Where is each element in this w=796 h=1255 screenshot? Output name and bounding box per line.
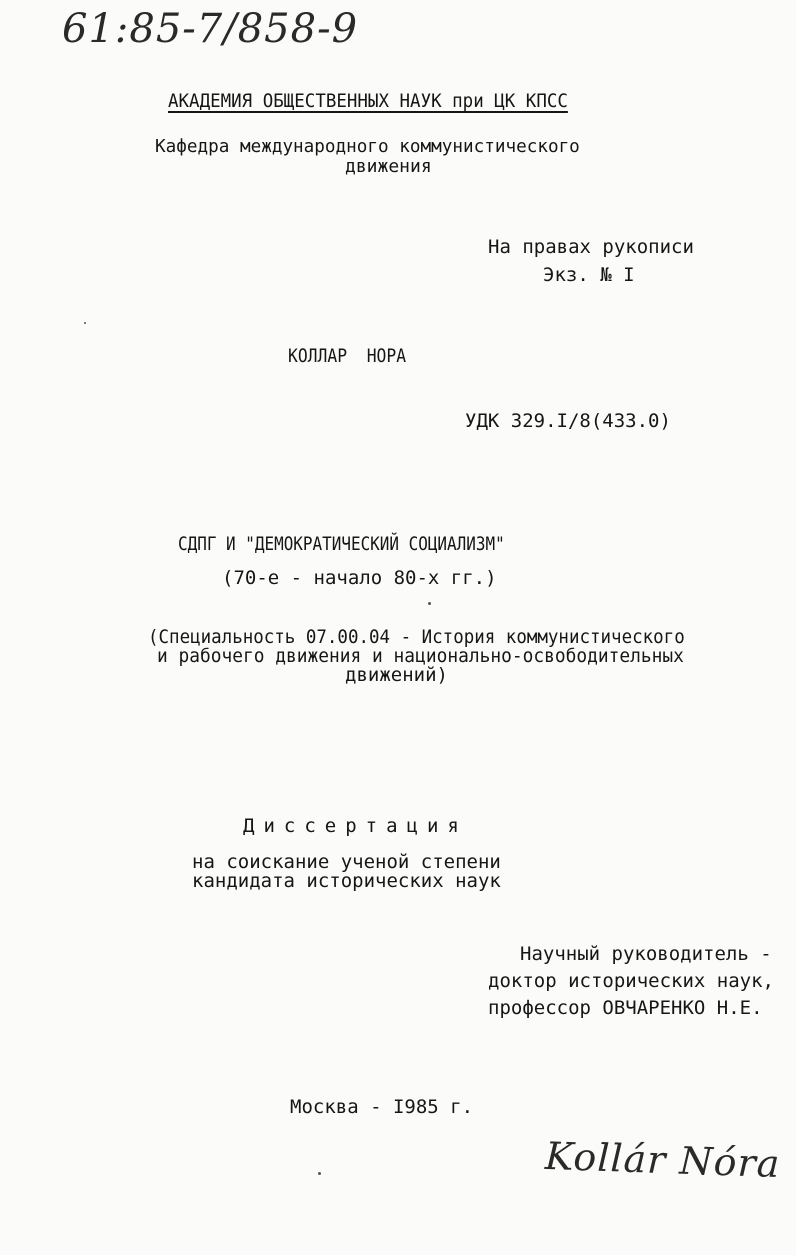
supervisor-line-3: профессор ОВЧАРЕНКО Н.Е.: [488, 997, 763, 1019]
dissertation-title: СДПГ И "ДЕМОКРАТИЧЕСКИЙ СОЦИАЛИЗМ": [178, 533, 505, 555]
department-line-2: движения: [345, 156, 432, 177]
specialty-line-3: движений): [345, 664, 448, 686]
udc-code: УДК 329.I/8(433.0): [465, 410, 671, 432]
department-line-1: Кафедра международного коммунистического: [155, 136, 580, 157]
supervisor-line-1: Научный руководитель -: [520, 943, 772, 965]
specialty-line-1: (Специальность 07.00.04 - История коммунистического: [148, 626, 685, 648]
scan-speck: [428, 602, 431, 605]
institution-name: АКАДЕМИЯ ОБЩЕСТВЕННЫХ НАУК при ЦК КПСС: [168, 90, 568, 112]
dissertation-period: (70-е - начало 80-х гг.): [222, 567, 497, 589]
work-type-label: Диссертация: [243, 815, 468, 837]
author-signature-handwritten: Kollár Nóra: [544, 1133, 782, 1187]
degree-line-2: кандидата исторических наук: [192, 870, 501, 892]
specialty-line-2: и рабочего движения и национально-освободительных: [157, 645, 684, 667]
archive-number-handwritten: 61:85-7/858-9: [62, 6, 359, 52]
scan-speck: [318, 1172, 321, 1175]
supervisor-line-2: доктор исторических наук,: [488, 970, 774, 992]
manuscript-rights: На правах рукописи: [488, 236, 694, 258]
scan-speck: [84, 322, 86, 324]
copy-number: Экз. № I: [543, 264, 635, 286]
author-name: КОЛЛАР НОРА: [288, 345, 407, 367]
degree-line-1: на соискание ученой степени: [192, 851, 501, 873]
place-and-year: Москва - I985 г.: [290, 1096, 474, 1118]
